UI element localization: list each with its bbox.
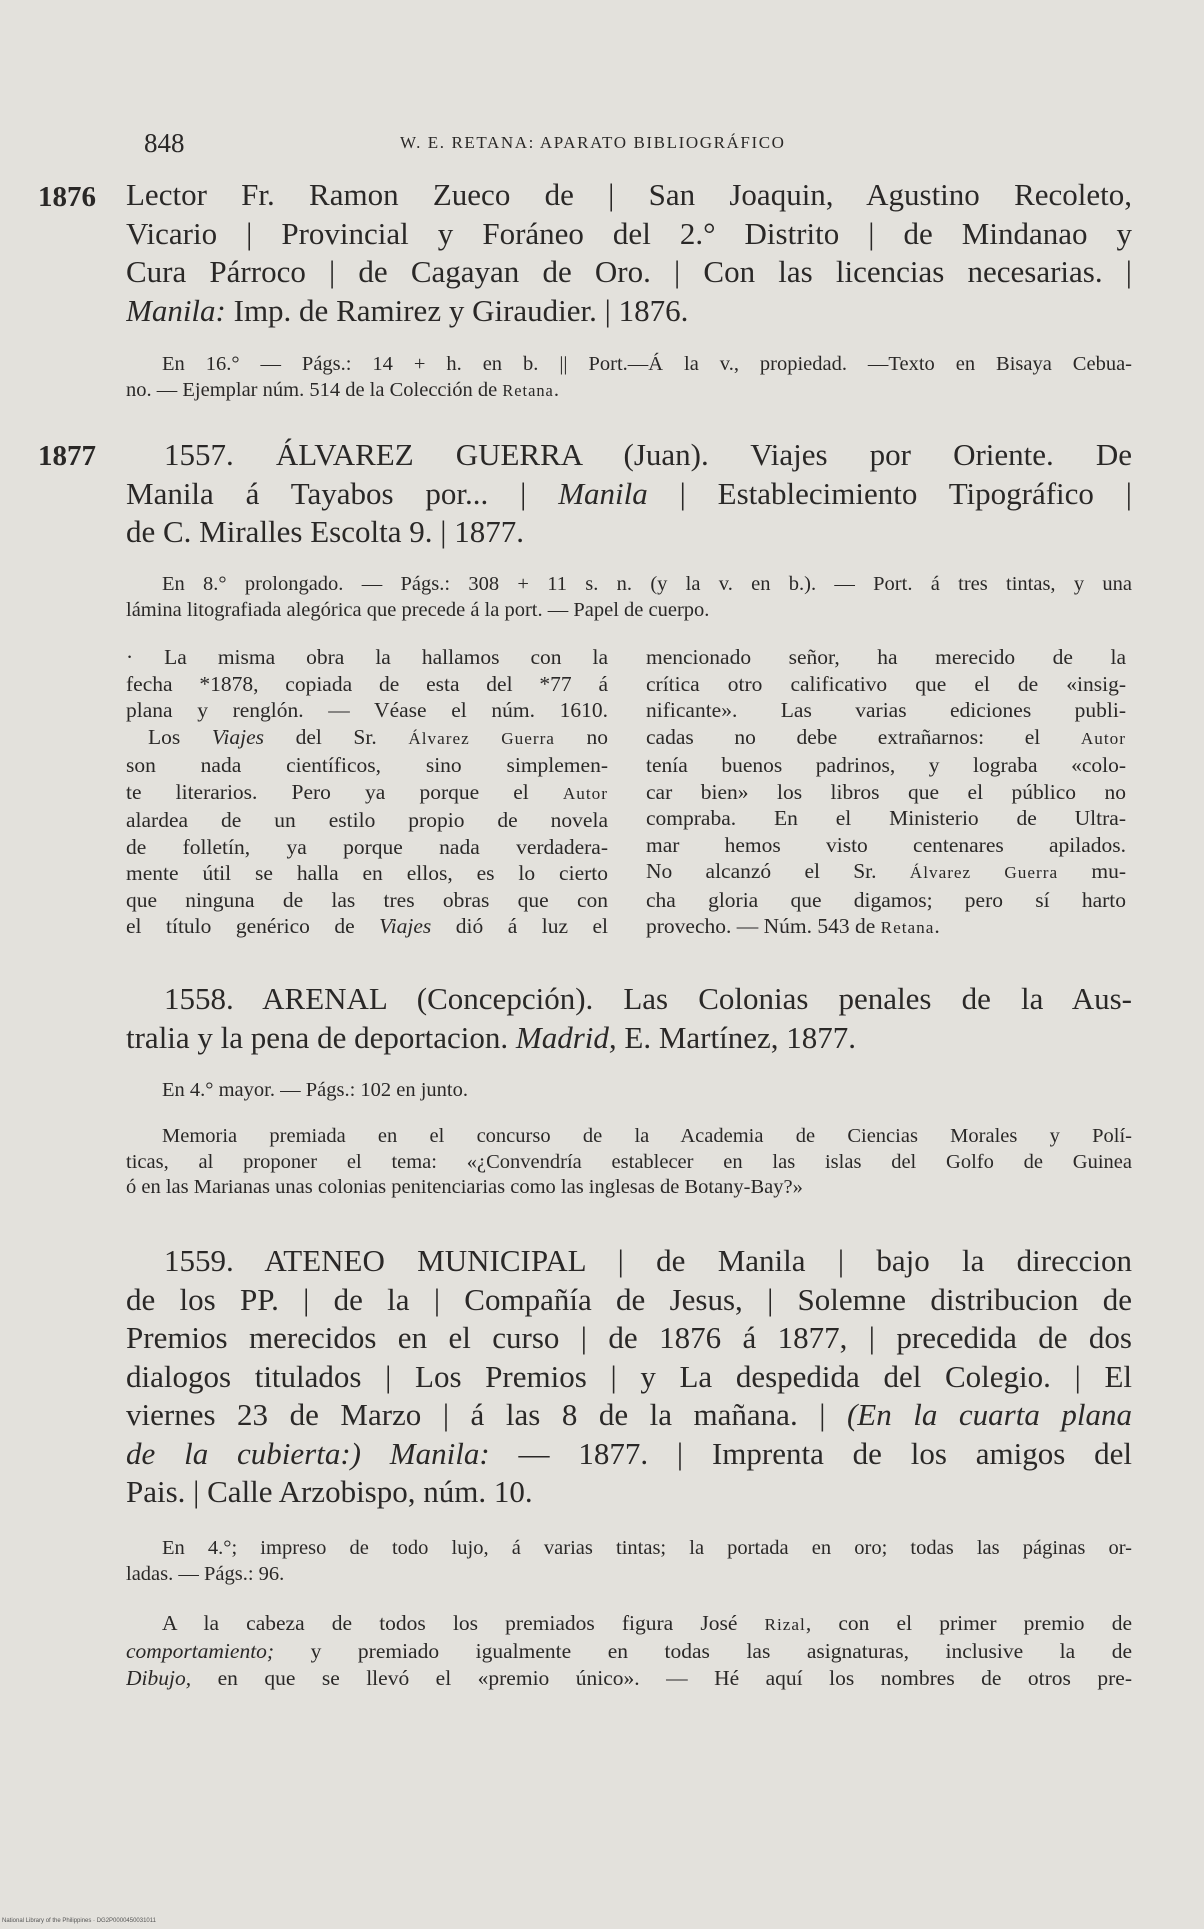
small-caps-name: Retana <box>880 918 935 937</box>
column-text: . <box>934 914 940 938</box>
note-text: no. — Ejemplar núm. 514 de la Colección de <box>126 378 503 401</box>
column-text: no <box>554 724 608 749</box>
running-header <box>0 122 1204 162</box>
column-line: compraba. En el Ministerio de Ultra- <box>646 806 1126 830</box>
column-line: fecha *1878, copiada de esta del *77 á <box>126 671 608 696</box>
column-line: crítica otro calificativo que el de «insig- <box>646 671 1126 696</box>
title-line <box>126 1019 1132 1058</box>
column-line: mente útil se halla en ellos, es lo cierto <box>126 861 608 885</box>
italic-title: Viajes <box>379 914 432 938</box>
italic-word: comportamiento; <box>126 1639 275 1663</box>
title-line: Cura Párroco | de Cagayan de Oro. | Con las licencias necesarias. | <box>126 254 1132 289</box>
paragraph-text: , con el primer premio de <box>805 1611 1132 1635</box>
entry-1558-title <box>126 980 1132 1057</box>
italic-word: Dibujo, <box>126 1666 192 1690</box>
title-line: dialogos titulados | Los Premios | y La despedida del Colegio. | El <box>126 1358 1132 1394</box>
column-text: dió á luz el <box>431 914 608 938</box>
column-text: del Sr. <box>264 724 409 749</box>
entry-1558-memo <box>126 1124 1132 1201</box>
italic-title: Viajes <box>211 724 264 749</box>
title-line: de los PP. | de la | Compañía de Jesus, | Solemne distribucion de <box>126 1281 1132 1317</box>
paragraph-line <box>126 1638 1132 1665</box>
title-text: Manila á Tayabos por... | <box>126 475 559 511</box>
title-line: 1559. ATENEO MUNICIPAL | de Manila | bajo la direccion <box>164 1243 1132 1278</box>
italic-place: Manila: <box>126 292 226 328</box>
paragraph-text: y premiado igualmente en todas las asignaturas, inclusive la de <box>274 1639 1132 1663</box>
note-line: En 16.° — Págs.: 14 + h. en b. || Port.—Á la v., propiedad. —Texto en Bisaya Cebua- <box>162 353 1132 375</box>
column-text: te literarios. Pero ya porque el <box>126 779 563 804</box>
column-line: tenía buenos padrinos, y lograba «colo- <box>646 753 1126 777</box>
year-label-1876: 1876 <box>38 181 96 213</box>
title-text: — 1877. | Imprenta de los amigos del <box>489 1435 1132 1471</box>
column-line: plana y renglón. — Véase el núm. 1610. <box>126 698 608 722</box>
title-line <box>126 475 1132 514</box>
column-text: el título genérico de <box>126 914 380 938</box>
title-line: Vicario | Provincial y Foráneo del 2.° Distrito | de Mindanao y <box>126 215 1132 251</box>
entry-1557-title <box>126 436 1132 552</box>
note-line <box>126 378 1132 404</box>
column-line <box>126 913 608 940</box>
column-text: Los <box>148 724 212 749</box>
title-line: 1558. ARENAL (Concepción). Las Colonias penales de la Aus- <box>164 981 1132 1016</box>
small-caps-name: Álvarez Guerra <box>909 863 1059 882</box>
title-text: tralia y la pena de deportacion. <box>126 1019 516 1055</box>
column-text: provecho. — Núm. 543 de <box>646 914 881 938</box>
column-text: No alcanzó el Sr. <box>646 859 910 883</box>
italic-place: Manila <box>558 475 648 511</box>
column-line <box>126 779 608 808</box>
column-line: alardea de un estilo propio de novela <box>126 808 608 832</box>
title-line <box>126 1396 1132 1435</box>
paragraph-text: en que se llevó el «premio único». — Hé aquí los nombres de otros pre- <box>191 1666 1132 1690</box>
title-line: de C. Miralles Escolta 9. | 1877. <box>126 514 524 549</box>
title-text: | Establecimiento Tipográfico | <box>647 475 1132 511</box>
column-line: que ninguna de las tres obras que con <box>126 887 608 912</box>
small-caps-name: Rizal <box>764 1615 806 1634</box>
column-line <box>646 724 1126 753</box>
italic-note: de la cubierta:) Manila: <box>126 1435 490 1471</box>
small-caps-name: Retana <box>502 380 554 400</box>
column-line <box>646 913 1126 942</box>
entry-1876-note <box>126 352 1132 403</box>
memo-line: Memoria premiada en el concurso de la Academia de Ciencias Morales y Polí- <box>162 1125 1132 1147</box>
commentary-left-column <box>126 644 608 940</box>
column-line: cha gloria que digamos; pero sí harto <box>646 887 1126 912</box>
paragraph-text: A la cabeza de todos los premiados figura José <box>162 1611 765 1635</box>
entry-1559-paragraph <box>126 1610 1132 1692</box>
title-text: E. Martínez, 1877. <box>616 1019 856 1055</box>
title-line: 1557. ÁLVAREZ GUERRA (Juan). Viajes por Oriente. De <box>164 437 1132 472</box>
title-line <box>126 292 1132 331</box>
page-number: 848 <box>144 128 185 158</box>
title-line: Lector Fr. Ramon Zueco de | San Joaquin, Agustino Recoleto, <box>126 177 1132 212</box>
column-line <box>646 858 1126 887</box>
entry-1557-note <box>126 572 1132 623</box>
memo-line: ticas, al proponer el tema: «¿Convendría establecer en las islas del Golfo de Guinea <box>126 1150 1132 1173</box>
entry-1876-title <box>126 176 1132 330</box>
note-text: . <box>553 378 559 401</box>
note-line: lámina litografiada alegórica que precede á la port. — Papel de cuerpo. <box>126 598 710 621</box>
column-line: car bien» los libros que el público no <box>646 779 1126 804</box>
italic-note: (En la cuarta plana <box>846 1397 1132 1432</box>
memo-line: ó en las Marianas unas colonias penitenciarias como las inglesas de Botany-Bay?» <box>126 1176 803 1198</box>
small-caps-name: Autor <box>1080 728 1126 748</box>
entry-1559-note <box>126 1536 1132 1587</box>
column-line: son nada científicos, sino simplemen- <box>126 753 608 777</box>
commentary-right-column <box>646 644 1126 942</box>
scan-credit: National Library of the Philippines · DG2P0000450031011 <box>2 1918 156 1924</box>
title-text: viernes 23 de Marzo | á las 8 de la mañana. | <box>126 1397 847 1432</box>
column-line: mencionado señor, ha merecido de la <box>646 645 1126 669</box>
paragraph-line <box>126 1610 1132 1638</box>
running-title: W. E. RETANA: APARATO BIBLIOGRÁFICO <box>400 133 786 152</box>
column-line <box>126 724 608 753</box>
entry-1559-title <box>126 1242 1132 1512</box>
title-line: Pais. | Calle Arzobispo, núm. 10. <box>126 1474 533 1509</box>
year-label-1877: 1877 <box>38 440 96 472</box>
title-line <box>126 1435 1132 1474</box>
column-line: nificante». Las varias ediciones publi- <box>646 698 1126 722</box>
column-line: · La misma obra la hallamos con la <box>126 645 608 669</box>
note-line: ladas. — Págs.: 96. <box>126 1562 285 1585</box>
entry-1558-note <box>162 1078 1132 1104</box>
title-text: Imp. de Ramirez y Giraudier. | 1876. <box>225 292 689 328</box>
column-text: cadas no debe extrañarnos: el <box>646 724 1081 749</box>
column-line: mar hemos visto centenares apilados. <box>646 832 1126 857</box>
column-line: de folletín, ya porque nada verdadera- <box>126 834 608 859</box>
note-line: En 4.° mayor. — Págs.: 102 en junto. <box>162 1079 468 1101</box>
small-caps-name: Autor <box>562 783 608 803</box>
italic-place: Madrid, <box>515 1019 617 1055</box>
title-line: Premios merecidos en el curso | de 1876 á 1877, | precedida de dos <box>126 1320 1132 1355</box>
column-text: mu- <box>1058 859 1126 883</box>
note-line: En 8.° prolongado. — Págs.: 308 + 11 s. n. (y la v. en b.). — Port. á tres tintas, y una <box>162 573 1132 595</box>
small-caps-name: Álvarez Guerra <box>408 728 555 748</box>
paragraph-line <box>126 1665 1132 1692</box>
note-line: En 4.°; impreso de todo lujo, á varias tintas; la portada en oro; todas las páginas or- <box>162 1537 1132 1559</box>
